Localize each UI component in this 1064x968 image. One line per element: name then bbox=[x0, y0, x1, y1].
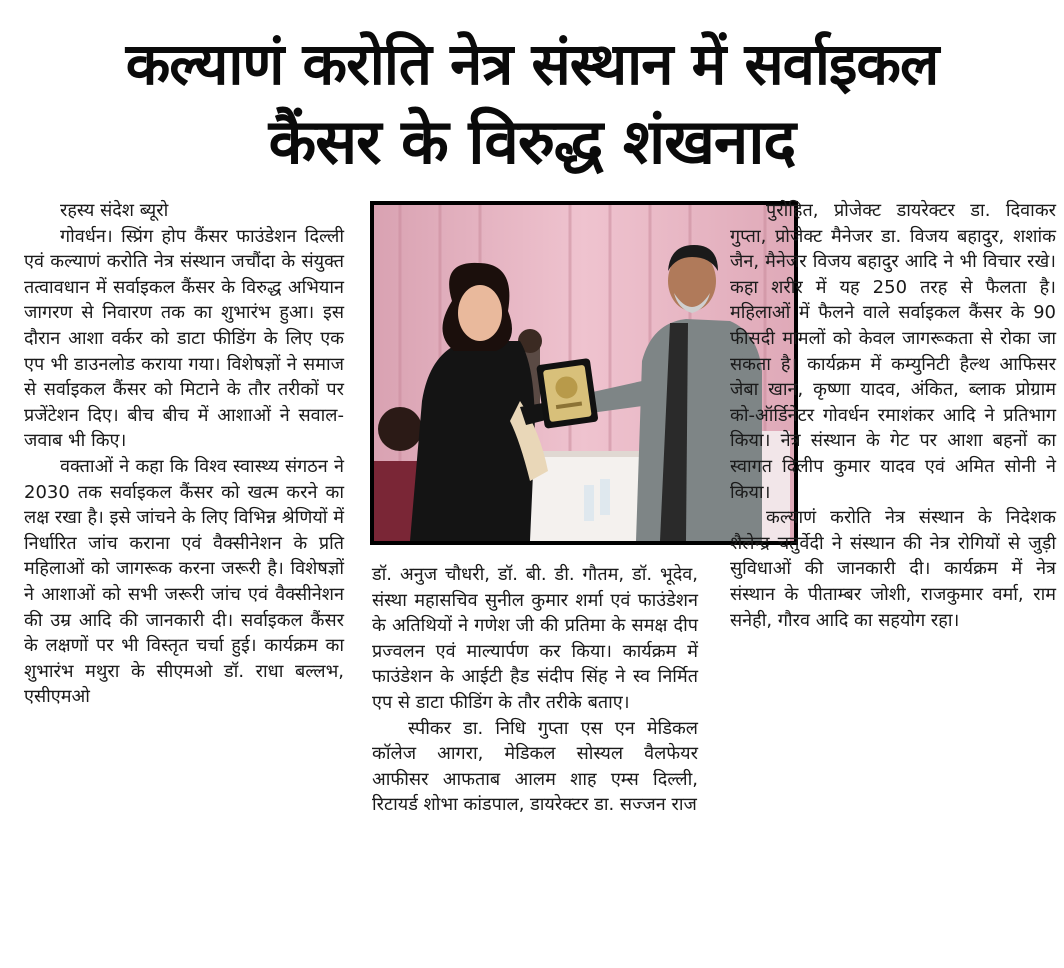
article-column-1 bbox=[24, 198, 344, 710]
water-bottle bbox=[584, 485, 594, 521]
column-2-paragraph-1: डॉ. अनुज चौधरी, डॉ. बी. डी. गौतम, डॉ. भूदेव, संस्था महासचिव सुनील कुमार शर्मा एवं फाउंडेशन के अतिथियों ने गणेश जी की प्रतिमा के समक्ष दीप प्रज्वलन एवं माल्यार्पण कर किया। कार्यक्रम में फाउंडेशन के आईटी हैड संदीप सिंह ने स्व निर्मित एप से डाटा फीडिंग के तौर तरीके बताए। bbox=[372, 564, 698, 713]
award-plaque bbox=[536, 358, 598, 429]
byline: रहस्य संदेश ब्यूरो bbox=[60, 200, 169, 221]
water-bottle bbox=[600, 479, 610, 515]
woman-face bbox=[458, 285, 502, 341]
headline-line-1: कल्याणं करोति नेत्र संस्थान में सर्वाइकल bbox=[125, 30, 939, 98]
column-2-paragraph-2: स्पीकर डा. निधि गुप्ता एस एन मेडिकल कॉलेज आगरा, मेडिकल सोस्यल वैलफेयर आफीसर आफताब आलम शाह एम्स दिल्ली, रिटायर्ड शोभा कांडपाल, डायरेक्टर डा. सज्जन राज bbox=[372, 717, 698, 816]
headline-line-2: कैंसर के विरुद्ध शंखनाद bbox=[268, 105, 796, 178]
column-1-paragraph-1: गोवर्धन। स्प्रिंग होप कैंसर फाउंडेशन दिल्ली एवं कल्याणं करोति नेत्र संस्थान जचौंदा के संयुक्त तत्वावधान में सर्वाइकल कैंसर के विरुद्ध अभियान जागरण से निवारण तक का शुभारंभ हुआ। इस दौरान आशा वर्कर को डाटा फीडिंग के लिए एक एप भी डाउनलोड कराया गया। विशेषज्ञों ने समाज से सर्वाइकल कैंसर को मिटाने के तौर तरीकों पर प्रजेंटेशन दिए। बीच बीच में आशाओं ने सवाल-जवाब भी किए। bbox=[24, 225, 344, 452]
article-column-2 bbox=[372, 562, 698, 818]
column-3-paragraph-1: पुरोहित, प्रोजेक्ट डायरेक्टर डा. दिवाकर गुप्ता, प्रोजेक्ट मैनेजर डा. विजय बहादुर, शशांक जैन, मैनेजर विजय बहादुर आदि ने भी विचार रखे। कहा शरीर में यह 250 तरह से फैलता है। महिलाओं में फैलने वाले सर्वाइकल कैंसर के 90 फीसदी मामलों को केवल जागरूकता से रोका जा सकता है। कार्यक्रम में कम्युनिटी हैल्थ आफिसर जेबा खान, कृष्णा यादव, अंकित, ब्लाक प्रोग्राम को-ऑर्डिनेटर गोवर्धन रमाशंकर आदि ने प्रतिभाग किया। नेत्र संस्थान के गेट पर आशा बहनों का स्वागत दिलीप कुमार यादव एवं अमित सोनी ने किया। bbox=[730, 200, 1057, 503]
article-column-3 bbox=[730, 198, 1056, 633]
column-1-paragraph-2: वक्ताओं ने कहा कि विश्व स्वास्थ्य संगठन ने 2030 तक सर्वाइकल कैंसर को खत्म करने का लक्ष रखा है। इसे जांचने के लिए विभिन्न श्रेणियों में निर्धारित जांच कराना एवं वैक्सीनेशन के प्रति महिलाओं को जागरूक करना जरूरी है। विशेषज्ञों ने आशाओं को सभी जरूरी जांच एवं वैक्सीनेशन की उम्र आदि की जानकारी दी। सर्वाइकल कैंसर के लक्षणों पर भी विस्तृत चर्चा हुई। कार्यक्रम का शुभारंभ मथुरा के सीएमओ डॉ. राधा बल्लभ, एसीएमओ bbox=[24, 455, 344, 708]
column-3-paragraph-2: कल्याणं करोति नेत्र संस्थान के निदेशक शैलेन्द्र चतुर्वेदी ने संस्थान की नेत्र रोगियों से जुड़ी सुविधाओं की जानकारी दी। कार्यक्रम में नेत्र संस्थान के पीताम्बर जोशी, राजकुमार वर्मा, राम सनेही, गौरव आदि का सहयोग रहा। bbox=[730, 507, 1056, 631]
